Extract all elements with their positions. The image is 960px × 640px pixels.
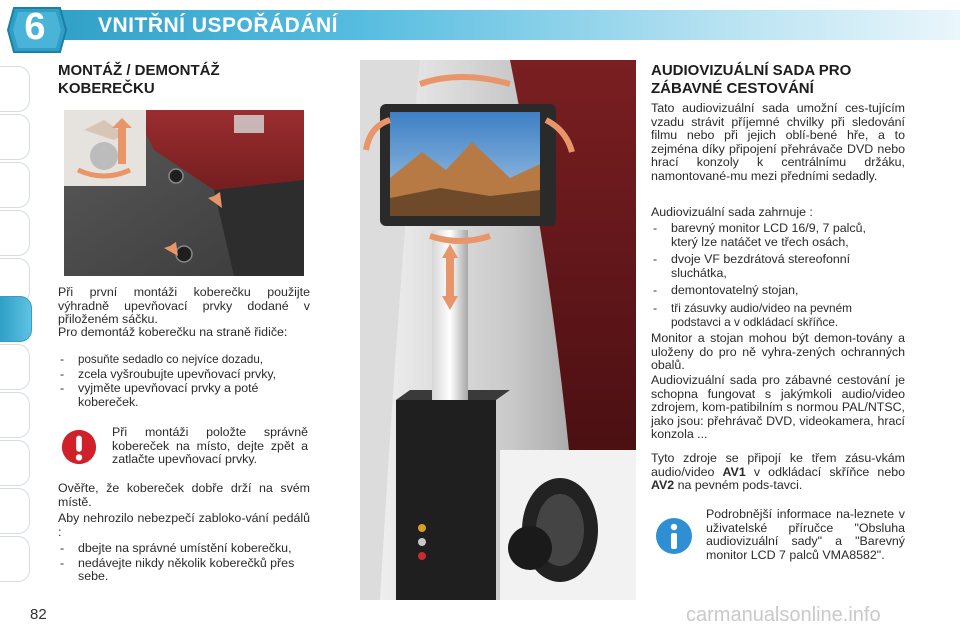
av-kit-contents-list	[651, 222, 905, 329]
av-kit-storage-text: Monitor a stojan mohou být demon-továny a uloženy do pro ně vyhra-zených ochranných obalů.	[651, 331, 905, 373]
info-note-text: Podrobnější informace na-leznete v uživatelské příručce "Obsluha audiovizuální sady" a "Barevný monitor LCD 7 palců VMA8582".	[706, 507, 905, 562]
chapter-tab-10[interactable]	[0, 488, 30, 534]
floor-mat-removal-intro: Pro demontáž koberečku na straně řidiče:	[58, 325, 288, 339]
list-item: - tři zásuvky audio/video na pevném podstavci a v odkládací skříňce.	[653, 300, 852, 329]
chapter-tab-7[interactable]	[0, 344, 30, 390]
page-title: VNITŘNÍ USPOŘÁDÁNÍ	[98, 14, 339, 37]
chapter-tab-6-active[interactable]	[0, 296, 32, 342]
av-kit-heading: AUDIOVIZUÁLNÍ SADA PRO ZÁBAVNÉ CESTOVÁNÍ	[651, 62, 852, 97]
floor-mat-check-text: Ověřte, že kobereček dobře drží na svém místě.	[58, 481, 310, 509]
list-item: - nedávejte nikdy několik koberečků přes sebe.	[60, 555, 295, 584]
list-item: - posuňte sedadlo co nejvíce dozadu,	[60, 352, 263, 366]
chapter-tab-2[interactable]	[0, 114, 30, 160]
av-kit-connection-text: Tyto zdroje se připojí ke třem zásu-vkám audio/video AV1 v odkládací skříňce nebo AV2 na pevném pods-tavci.	[651, 451, 906, 493]
chapter-tab-9[interactable]	[0, 440, 30, 486]
pedal-warning-intro: Aby nehrozilo nebezpečí zabloko-vání pedálů :	[58, 511, 310, 539]
av1-label: AV1	[722, 464, 746, 479]
warning-text: Při montáži položte správně kobereček na místo, dejte zpět a zatlačte upevňovací prvky.	[112, 425, 308, 467]
chapter-tab-4[interactable]	[0, 210, 30, 256]
list-item: - dvoje VF bezdrátová stereofonní sluchátka,	[653, 252, 851, 280]
chapter-tab-3[interactable]	[0, 162, 30, 208]
av-kit-intro: Tato audiovizuální sada umožní ces-tujícím vzadu strávit příjemné chvilky při sledování filmu nebo při jejich oblí-bené hře, a to zejména díky připojení přehrávače DVD nebo hrací konzoly k centrálnímu držáku, namontované-mu mezi předními sedadly.	[651, 101, 905, 183]
av-kit-contents-intro: Audiovizuální sada zahrnuje :	[651, 205, 813, 219]
removal-steps-list	[58, 353, 310, 409]
list-item: - demontovatelný stojan,	[653, 283, 799, 298]
info-icon	[654, 516, 694, 556]
list-item: - vyjměte upevňovací prvky a poté kobereček.	[60, 381, 259, 409]
floor-mat-heading: MONTÁŽ / DEMONTÁŽ KOBEREČKU	[58, 62, 220, 97]
floor-mat-photo	[64, 110, 304, 276]
warning-icon	[60, 428, 98, 466]
audio-video-kit-photo	[360, 60, 636, 600]
chapter-tab-8[interactable]	[0, 392, 30, 438]
chapter-number: 6	[24, 6, 46, 48]
floor-mat-intro: Při první montáži koberečku použijte výhradně upevňovací prvky dodané v přiloženém sáčku.	[58, 285, 310, 327]
av2-label: AV2	[651, 478, 675, 493]
list-item: - dbejte na správné umístění koberečku,	[60, 541, 292, 555]
watermark: carmanualsonline.info	[686, 604, 881, 626]
chapter-tab-1[interactable]	[0, 66, 30, 112]
page-number: 82	[30, 606, 47, 623]
av-kit-compatibility-text: Audiovizuální sada pro zábavné cestování je schopna fungovat s jakýmkoli audio/video zdrojem, kom-patibilním s normou PAL/NTSC, jako jsou: přehrávač DVD, videokamera, hrací konzola ...	[651, 373, 905, 442]
list-item: - zcela vyšroubujte upevňovací prvky,	[60, 366, 277, 381]
list-item: - barevný monitor LCD 16/9, 7 palců, který lze natáčet ve třech osách,	[653, 221, 866, 249]
chapter-tab-11[interactable]	[0, 536, 30, 582]
pedal-safety-list	[58, 542, 310, 584]
